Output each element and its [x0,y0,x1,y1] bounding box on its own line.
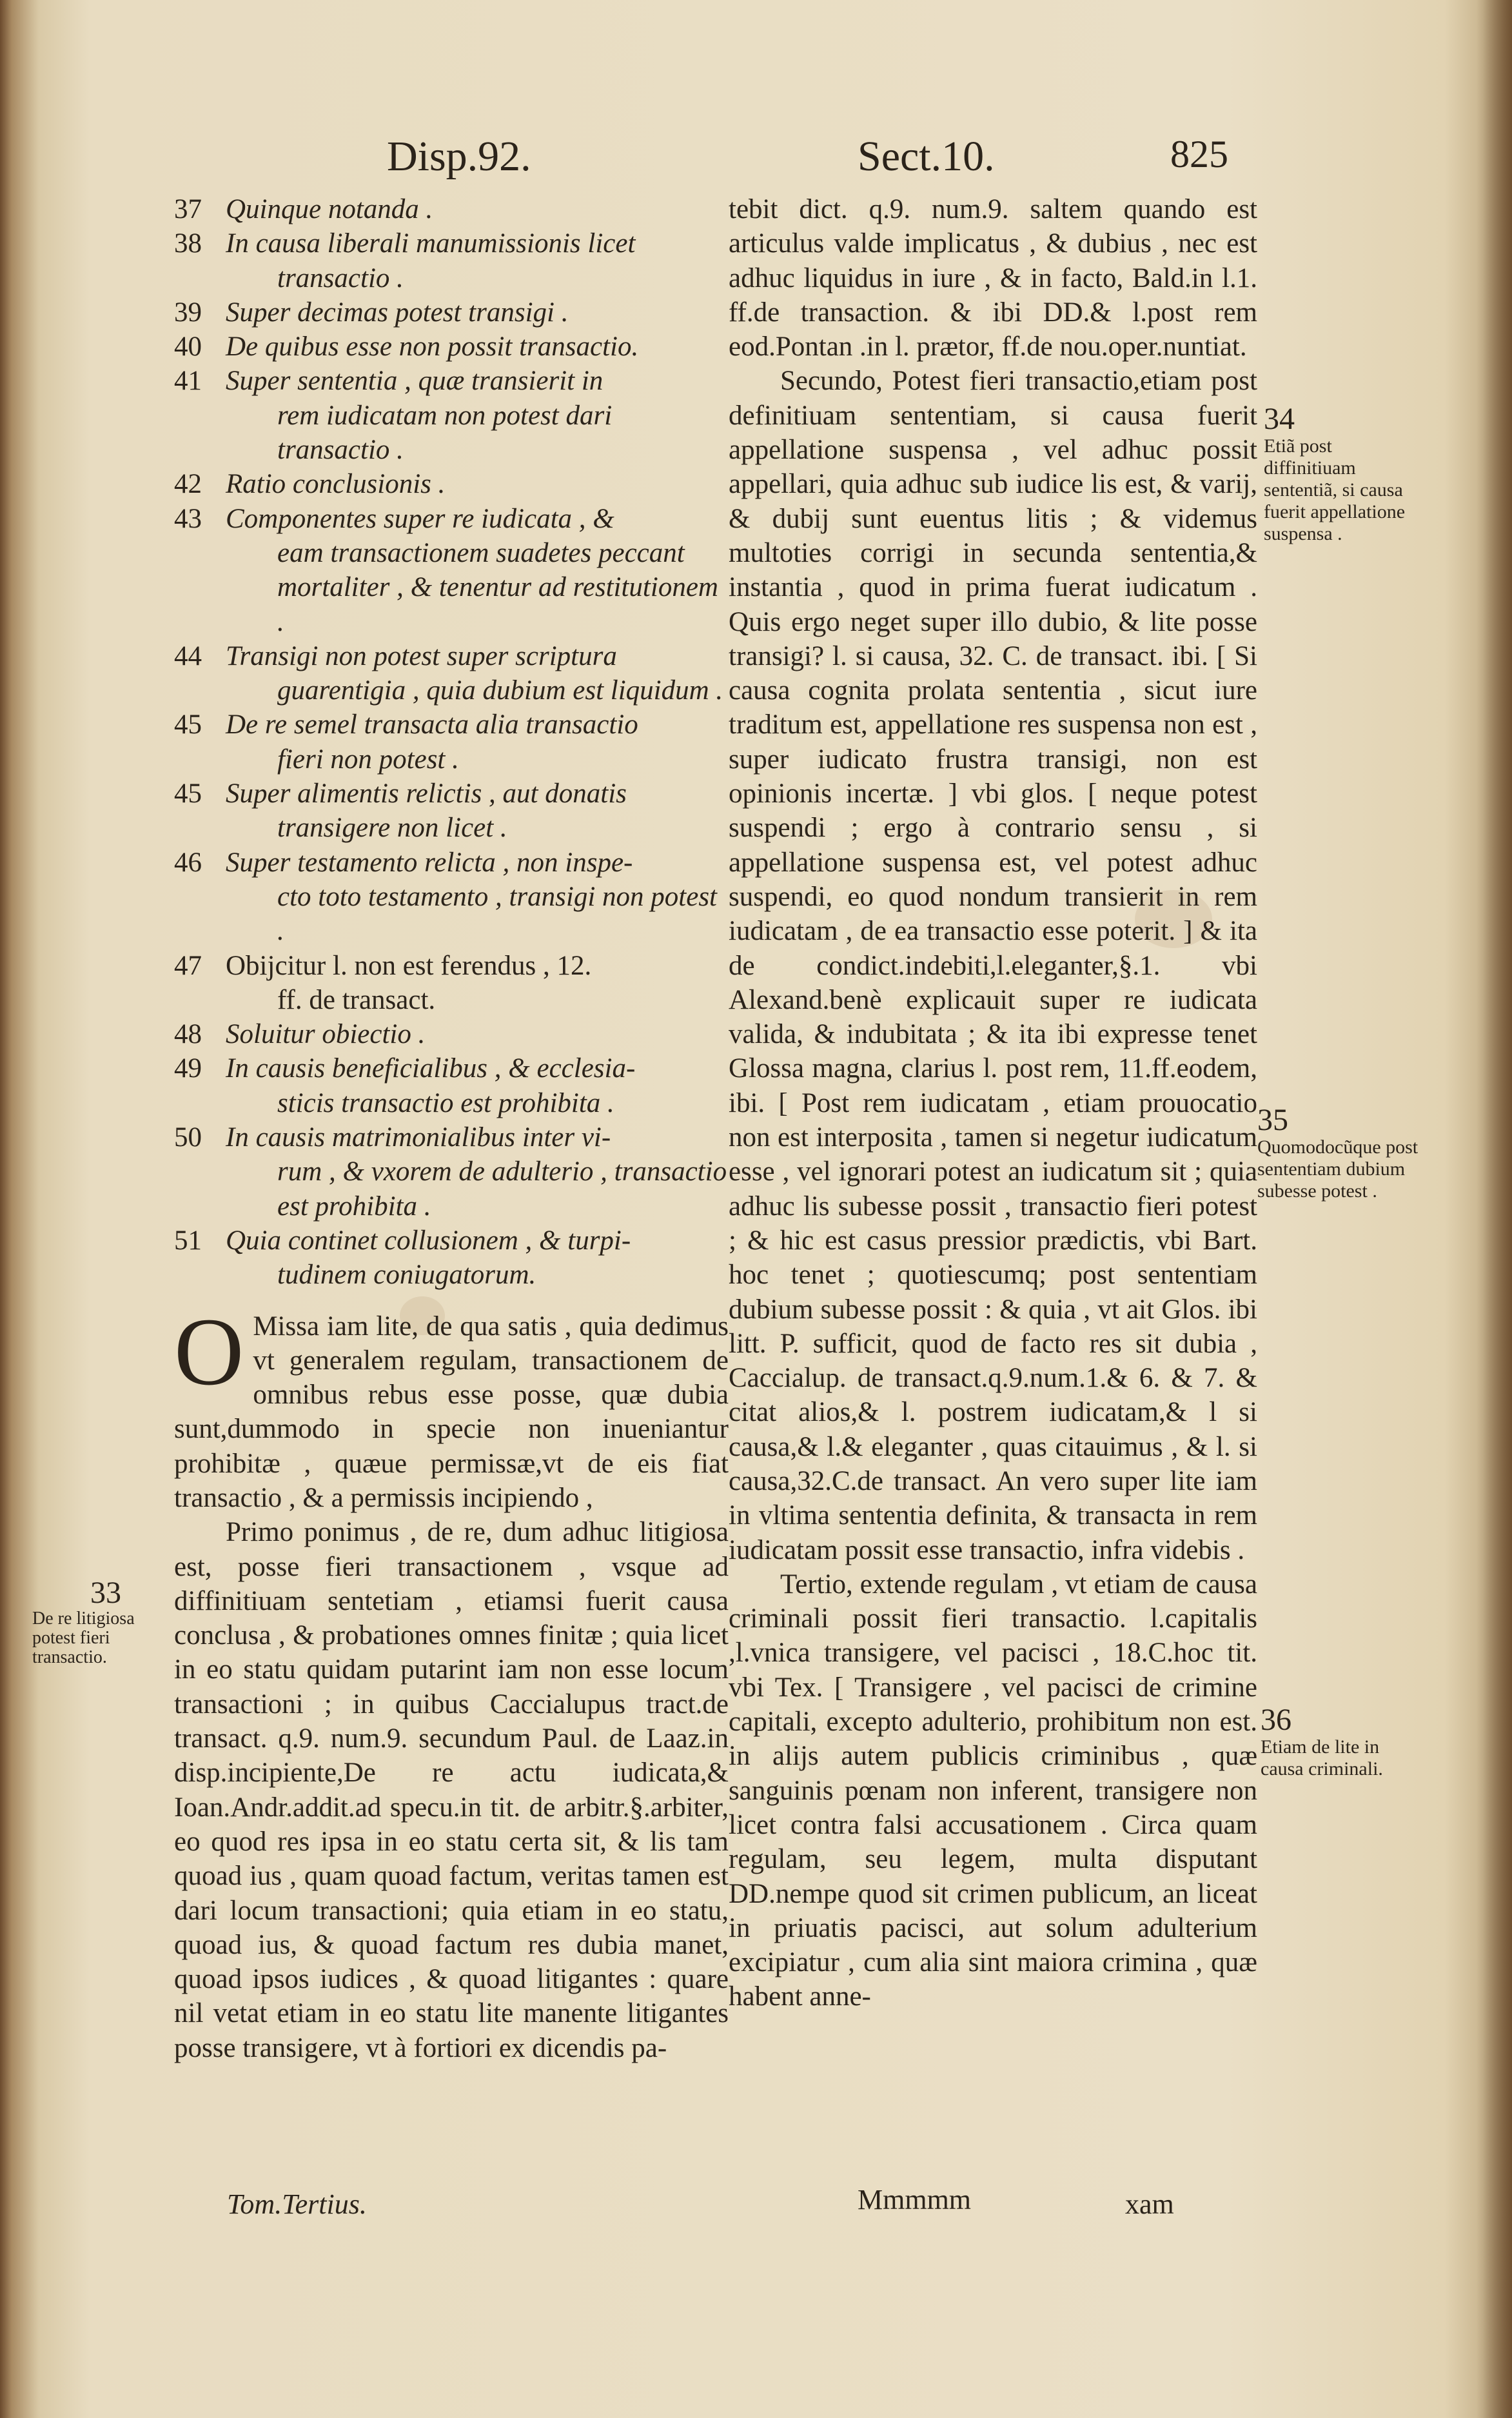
summary-text: Super decimas potest transigi . [226,297,569,328]
summary-text-continued: ff. de transact. [277,984,436,1015]
summary-item [174,846,729,949]
summary-number: 38 [174,228,202,259]
summary-text: Componentes super re iudicata , & [226,503,614,534]
summary-number: 48 [174,1019,202,1050]
summary-text: In causis matrimonialibus inter vi- [226,1122,611,1153]
summary-item [174,364,729,467]
right-column [729,192,1257,2014]
footer-volume: Tom.Tertius. [227,2188,367,2220]
running-header [387,132,1354,190]
summary-list [174,192,729,1293]
left-column [174,192,729,2065]
summary-item [174,639,729,708]
summary-number: 42 [174,469,202,500]
summary-number: 44 [174,640,202,671]
summary-text: Transigi non potest super scriptura [226,640,617,671]
summary-item [174,192,729,226]
summary-text-continued: rum , & vxorem de adulterio , transactio est prohibita . [277,1156,727,1222]
summary-text-continued: transigere non licet . [277,813,507,844]
summary-item [174,1017,729,1051]
signature-mark: Mmmmm [858,2184,972,2215]
right-paragraph-2: Secundo, Potest fieri transactio,etiam post definitiuam sententiam, si causa fuerit appellatione suspensa , vel adhuc possit appellari, quia adhuc sub iudice lis est, & varij, & dubij sunt euentus litis ; & videmus multoties corrigi in secunda sententia,& instantia , quod in prima fuerat iudicatum . Quis ergo neget super illo dubio, & lite posse transigi? l. si causa, 32. C. de transact. ibi. [ Si causa cognita prolata sententia , sicut iure traditum est, appellatione res suspensa non est , super iudicato frustra transigi, non est opinionis incertæ. ] vbi glos. [ neque potest suspendi ; ergo à contrario sensu , si appellatione suspensa est, vel potest adhuc suspendi, eo quod nondum transierit in rem iudicatam , de ea transactio esse poterit. ] & ita de condict.indebiti,l.eleganter,§.1. vbi Alexand.benè explicauit super re iudicata valida, & indubitata ; & ita ibi expresse tenet Glossa magna, clarius l. post rem, 11.ff.eodem, ibi. [ Post rem iudicatam , etiam prouocatio non est interposita , tamen si negetur iudicatum esse , vel ignorari potest an iudicatum sit ; quia adhuc lis subesse possit , transactio fieri potest ; & hic est casus pressior prædictis, vbi Bart. hoc tenet ; quotiescumq; post sententiam dubium subesse possit : & quia , vt ait Glos. ibi litt. P. sufficit, quod de facto res sit dubia , Caccialup. de transact.q.9.num.1.& 6. & 7. & citat alios,& l. postrem iudicatam,& l si causa,& l.& eleganter , quas citauimus , & l. si causa,32.C.de transact. An vero super lite iam in vltima sententia definita, & transacta in rem iudicatam possit esse transactio, infra videbis . [729,366,1257,1565]
summary-text: Soluitur obiectio . [226,1019,426,1050]
right-paragraph-3: Tertio, extende regulam , vt etiam de causa criminali possit fieri transactio. l.capitalis ,l.vnica transigere, vel pacisci , 18.C.hoc tit. vbi Tex. [ Transigere , vel pacisci de crimine capitali, excepto adulterio, prohibitum non est. in alijs autem publicis criminibus , quæ sanguinis pœnam non inferent, transigere non licet contra falsi accusationem . Circa quam regulam, seu legem, multa disputant DD.nempe quod sit crimen publicum, an liceat in priuatis pacisci, aut solum adulterium excipiatur , cum alia sint maiora crimina , quæ habent anne- [729,1569,1257,2012]
margin-note-34 [1264,403,1425,545]
summary-number: 45 [174,778,202,809]
page-number: 825 [1170,133,1228,175]
summary-item [174,295,729,330]
summary-text-continued: transactio . [277,263,404,293]
left-paragraph-1 [174,1298,729,1516]
summary-text: De re semel transacta alia transactio [226,709,638,740]
margin-text: De re litigiosa potest fieri transactio. [32,1609,135,1667]
summary-number: 40 [174,332,202,362]
summary-number: 51 [174,1225,202,1256]
summary-item [174,1120,729,1224]
header-disputation: Disp.92. [387,133,531,180]
margin-text: Quomodocũque post sententiam dubium subesse potest . [1257,1136,1419,1202]
margin-number: 36 [1261,1703,1291,1737]
margin-text: Etiã post diffinitiuam sententiã, si causa fuerit appellatione suspensa . [1264,435,1406,544]
summary-number: 43 [174,503,202,534]
summary-text: Super testamento relicta , non inspe- [226,847,633,878]
summary-number: 49 [174,1053,202,1084]
summary-text: Ratio conclusionis . [226,469,446,500]
summary-number: 45 [174,709,202,740]
summary-text-continued: sticis transactio est prohibita . [277,1087,614,1118]
summary-item [174,467,729,501]
summary-text: In causis beneficialibus , & ecclesia- [226,1053,636,1084]
margin-note-33 [32,1577,161,1667]
summary-item [174,949,729,1018]
margin-number: 35 [1257,1103,1288,1137]
summary-item [174,226,729,295]
summary-number: 47 [174,950,202,981]
summary-item [174,708,729,777]
summary-text-continued: cto toto testamento , transigi non potest . [277,881,717,947]
summary-text: Obijcitur l. non est ferendus , 12. [226,950,592,981]
summary-text: De quibus esse non possit transactio. [226,332,639,362]
header-section: Sect.10. [858,133,995,180]
summary-text: Quinque notanda . [226,194,433,224]
summary-text: Quia continet collusionem , & turpi- [226,1225,631,1256]
summary-number: 39 [174,297,202,328]
summary-number: 50 [174,1122,202,1153]
summary-number: 46 [174,847,202,878]
summary-item [174,330,729,364]
catchword: xam [1125,2188,1174,2220]
summary-item [174,777,729,846]
summary-text-continued: tudinem coniugatorum. [277,1260,536,1291]
summary-item [174,1224,729,1293]
left-paragraph-1-text: Missa iam lite, de qua satis , quia dedimus vt generalem regulam, transactionem de omnibus rebus esse posse, quæ dubia sunt,dummodo in specie non inueniantur prohibitæ , quæue permissæ,vt de eis fiat transactio , & a permissis incipiendo , [174,1311,729,1513]
summary-text-continued: eam transactionem suadetes peccant mortaliter , & tenentur ad restitutionem . [277,537,718,637]
summary-item [174,1051,729,1120]
summary-text: Super sententia , quæ transierit in [226,366,604,397]
margin-text: Etiam de lite in causa criminali. [1261,1736,1383,1779]
summary-number: 37 [174,194,202,224]
margin-number: 34 [1264,402,1295,436]
margin-note-35 [1257,1104,1425,1202]
summary-text: In causa liberali manumissionis licet [226,228,636,259]
drop-cap: O [174,1298,244,1405]
left-paragraph-2: Primo ponimus , de re, dum adhuc litigiosa est, posse fieri transactionem , vsque ad diffinitiuam sentetiam , etiamsi fuerit causa conclusa , & probationes omnes finitæ ; quia licet in eo statu quidam putarint iam non esse locum transactioni ; in quibus Caccialupus tract.de transact. q.9. num.9. secundum Paul. de Laaz.in disp.incipiente,De re actu iudicata,& Ioan.Andr.addit.ad specu.in tit. de arbitr.§.arbiter, eo quod res ipsa in eo statu certa sit, & lis tam quoad ius , quam quoad factum, veritas tamen est dari locum transactioni; quia etiam in eo statu, quoad ius, & quoad factum res dubia manet, quoad ipsos iudices , & quoad litigantes : quare nil vetat etiam in eo statu lite manente litigantes posse transigere, vt à fortiori ex dicendis pa- [174,1517,729,2063]
margin-note-36 [1261,1704,1415,1780]
right-paragraph-1: tebit dict. q.9. num.9. saltem quando est articulus valde implicatus , & dubius , nec est adhuc liquidus in iure , & in facto, Bald.in l.1. ff.de transaction. & ibi DD.& l.post rem eod.Pontan .in l. prætor, ff.de nou.oper.nuntiat. [729,194,1257,362]
summary-text-continued: guarentigia , quia dubium est liquidum . [277,675,723,706]
summary-text-continued: fieri non potest . [277,744,459,775]
page-binding-shadow [1477,0,1512,2418]
summary-item [174,502,729,639]
summary-text-continued: rem iudicatam non potest dari transactio . [277,400,613,466]
margin-number: 33 [90,1576,121,1610]
summary-text: Super alimentis relictis , aut donatis [226,778,627,809]
summary-number: 41 [174,366,202,397]
